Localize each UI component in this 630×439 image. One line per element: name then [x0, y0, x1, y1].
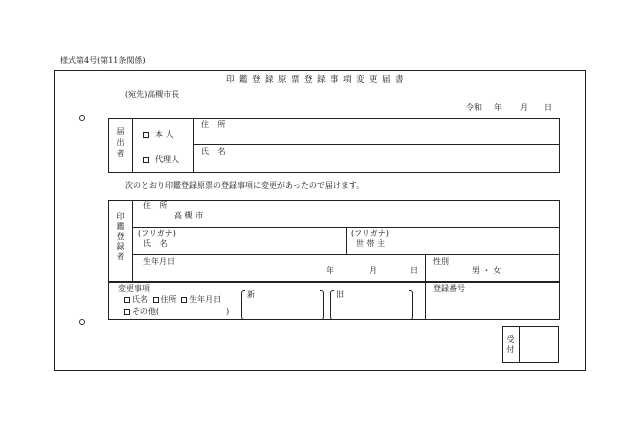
- furigana-label-name: (フリガナ): [138, 229, 176, 238]
- addressee: (宛先)高槻市長: [125, 90, 180, 99]
- form-title: 印鑑登録原票登録事項変更届書: [226, 75, 409, 85]
- form-number: 様式第4号(第11条関係): [60, 56, 146, 65]
- option-self[interactable]: [143, 129, 174, 140]
- checkbox-address[interactable]: [153, 297, 159, 303]
- registrant-name-label: 氏 名: [143, 239, 171, 248]
- checkbox-name[interactable]: [124, 297, 130, 303]
- change-label: 変更事項: [118, 284, 150, 293]
- punch-hole-bottom: [79, 319, 85, 325]
- registration-number-field[interactable]: [432, 296, 556, 316]
- dob-day: 日: [410, 266, 418, 275]
- old-label: 旧: [336, 290, 344, 299]
- notifier-label: 届出者: [116, 127, 125, 160]
- dob-year: 年: [326, 266, 334, 275]
- checkbox-agent[interactable]: [143, 157, 149, 163]
- change-option-other[interactable]: その他(: [124, 308, 159, 316]
- dob-month: 月: [369, 266, 377, 275]
- householder-field[interactable]: [390, 238, 555, 252]
- date-day: 日: [544, 103, 552, 112]
- registration-number-label: 登録番号: [433, 284, 465, 293]
- registrant-address-label: 住 所: [143, 201, 171, 210]
- reception-label: 受付: [506, 335, 515, 355]
- new-bracket-left: [241, 290, 245, 320]
- new-bracket-right: [320, 290, 324, 320]
- new-label: 新: [247, 290, 255, 299]
- sex-options[interactable]: 男 ・ 女: [472, 266, 502, 275]
- statement: 次のとおり印鑑登録原票の登録事項に変更があったので届けます。: [125, 181, 365, 190]
- option-agent[interactable]: [143, 154, 179, 165]
- registrant-address-value[interactable]: 高 槻 市: [174, 211, 204, 220]
- registrant-name-field[interactable]: [180, 238, 340, 252]
- new-value-field[interactable]: [256, 292, 318, 316]
- option-agent-label: 代理人: [155, 155, 179, 164]
- old-bracket-right: [409, 290, 413, 320]
- date-era: 令和: [466, 103, 482, 112]
- sex-label: 性別: [433, 257, 449, 266]
- notifier-name-field[interactable]: [240, 147, 556, 169]
- old-value-field[interactable]: [345, 292, 407, 316]
- change-option-name[interactable]: 氏名: [124, 295, 148, 304]
- checkbox-dob[interactable]: [181, 297, 187, 303]
- furigana-label-householder: (フリガナ): [351, 229, 389, 238]
- change-options: [124, 296, 221, 304]
- checkbox-other[interactable]: [124, 309, 130, 315]
- change-option-address[interactable]: 住所: [153, 295, 177, 304]
- option-self-label: 本 人: [155, 130, 174, 139]
- notifier-address-label: 住 所: [201, 120, 229, 129]
- householder-label: 世 帯 主: [356, 239, 386, 248]
- notifier-address-field[interactable]: [240, 121, 556, 141]
- old-bracket-left: [330, 290, 334, 320]
- date-month: 月: [520, 103, 528, 112]
- punch-hole-top: [79, 115, 85, 121]
- other-close-paren: ): [226, 307, 230, 316]
- checkbox-self[interactable]: [143, 132, 149, 138]
- dob-label: 生年月日: [143, 257, 175, 266]
- notifier-name-label: 氏 名: [201, 147, 229, 156]
- registrant-label: 印鑑登録者: [116, 212, 125, 262]
- date-year: 年: [494, 103, 502, 112]
- change-option-dob[interactable]: 生年月日: [181, 295, 221, 304]
